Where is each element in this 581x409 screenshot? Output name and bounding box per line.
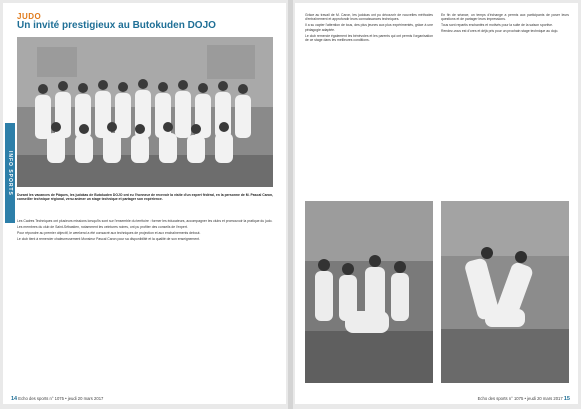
- article-body-right-col1: [305, 13, 433, 188]
- body-paragraph: Pour répondre au premier objectif, le weekend a été consacré aux techniques de projection et aux enchaînements debout.: [17, 231, 201, 235]
- group-photo-illustration: [17, 37, 273, 187]
- issue-info: Echo des sports n° 1075 • jeudi 20 mars 2017: [18, 396, 104, 401]
- training-photo-right-illustration: [441, 201, 569, 383]
- page-number: 15: [563, 396, 570, 402]
- issue-info: Echo des sports n° 1075 • jeudi 20 mars 2017: [477, 396, 563, 401]
- page-gutter: [288, 0, 293, 409]
- info-sports-tab: INFO SPORTS: [5, 123, 15, 223]
- body-paragraph: Les membres du club de Saint-Sébastien, notamment les ceintures noires, ont pu profiter des conseils de l'expert.: [17, 225, 188, 229]
- article-headline: Un invité prestigieux au Butokuden DOJO: [17, 20, 216, 31]
- body-paragraph: Les Cadres Techniques ont plusieurs missions lorsqu'ils sont sur l'ensemble du territoire : former les éducateurs, accompagner les clubs et promouvoir la pratique du judo.: [17, 219, 273, 223]
- body-paragraph: Le club remercie également les bénévoles et les parents qui ont permis l'organisation de ce stage dans les meilleures conditions.: [305, 33, 433, 43]
- training-photo-right: [441, 201, 569, 383]
- training-photo-left: [305, 201, 433, 383]
- page-footer-right: [478, 396, 570, 402]
- body-paragraph: Le club tient à remercier chaleureusement Monsieur Pascal Caron pour sa disponibilité et la qualité de son enseignement.: [17, 237, 201, 241]
- group-photo: [17, 37, 273, 187]
- body-paragraph: Rendez-vous est d'ores et déjà pris pour un prochain stage technique au dojo.: [441, 29, 559, 34]
- training-photo-left-illustration: [305, 201, 433, 383]
- body-paragraph: Tous sont repartis enchantés et motivés pour la suite de la saison sportive.: [441, 23, 553, 28]
- article-body-left: [17, 219, 273, 389]
- article-lead: Durant les vacances de Pâques, les judokas de Butokuden DOJO ont eu l'honneur de recevoir la visite d'un expert fédéral, en la personne de M. Pascal Caron, conseiller technique régional, venu animer un stage technique et partager son expérience.: [17, 193, 273, 202]
- page-number: 14: [11, 396, 18, 402]
- section-rubric: JUDO: [17, 12, 42, 21]
- body-paragraph: Grâce au travail de M. Caron, les judokas ont pu découvrir de nouvelles méthodes d'entraînement et approfondir leurs connaissances techniques.: [305, 13, 433, 22]
- right-page: [295, 3, 578, 404]
- article-body-right-col2: [441, 13, 569, 188]
- left-page: [3, 3, 286, 404]
- body-paragraph: En fin de séance, un temps d'échange a permis aux participants de poser leurs questions et de partager leurs impressions.: [441, 13, 569, 22]
- page-footer-left: [11, 396, 103, 402]
- body-paragraph: Il a su capter l'attention de tous, des plus jeunes aux plus expérimentés, grâce à une pédagogie adaptée.: [305, 23, 433, 32]
